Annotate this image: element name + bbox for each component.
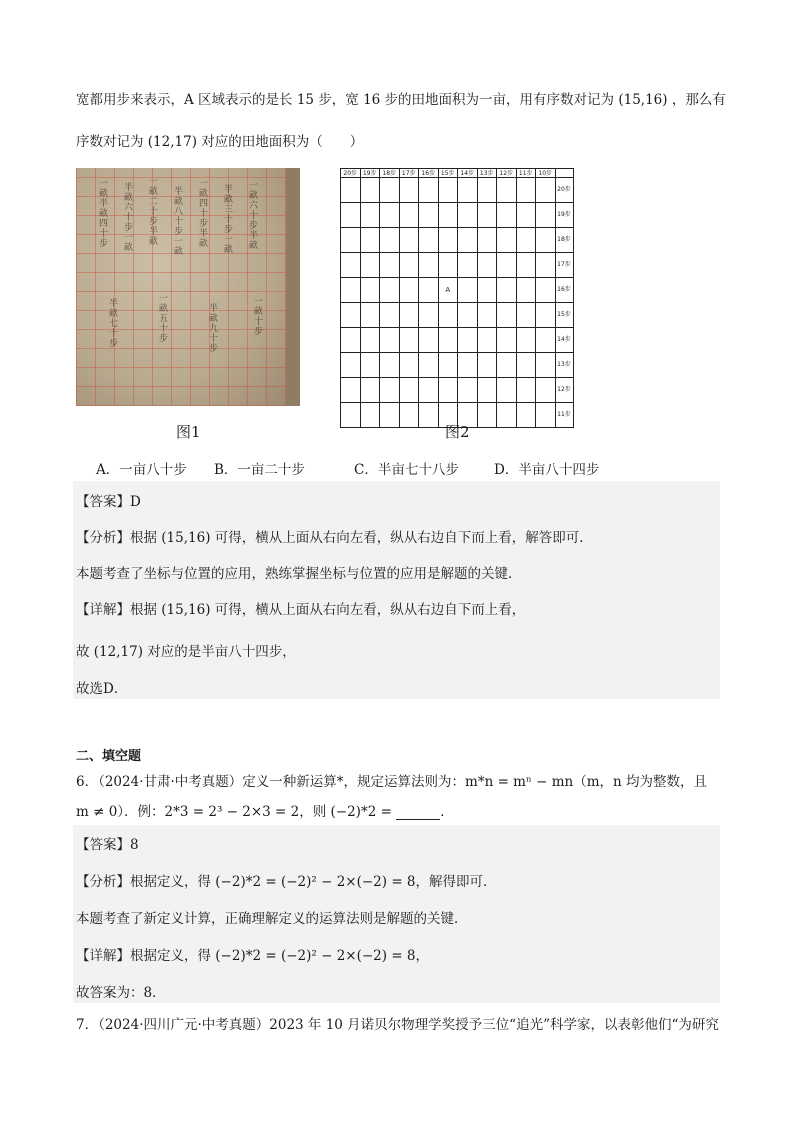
grid-col-header: 12步 — [497, 169, 517, 178]
q6-analysis: 【分析】根据定义，得 (−2)*2 = (−2)² − 2×(−2) = 8，解得即可． — [76, 874, 497, 890]
grid-cell — [438, 178, 458, 203]
grid-cell — [438, 253, 458, 278]
grid-col-header: 16步 — [419, 169, 439, 178]
grid-cell — [380, 403, 400, 428]
option-b: B．一亩二十步 — [214, 462, 305, 478]
grid-cell — [516, 203, 536, 228]
grid-cell — [477, 178, 497, 203]
grid-cell — [438, 228, 458, 253]
grid-cell — [497, 403, 517, 428]
grid-cell — [341, 353, 361, 378]
grid-cell — [341, 228, 361, 253]
grid-cell — [458, 303, 478, 328]
grid-cell — [458, 253, 478, 278]
grid-corner — [555, 169, 573, 178]
grid-cell — [536, 253, 556, 278]
grid-cell — [360, 278, 380, 303]
grid-row-header: 18步 — [555, 228, 573, 253]
grid-cell — [399, 228, 419, 253]
grid-cell — [516, 253, 536, 278]
grid-cell — [360, 203, 380, 228]
q5-analysis: 【分析】根据 (15,16) 可得，横从上面从右向左看，纵从右边自下而上看，解答即可． — [76, 530, 593, 546]
fig2-caption: 图2 — [445, 423, 470, 441]
grid-cell — [399, 328, 419, 353]
grid-cell — [477, 378, 497, 403]
grid-cell — [380, 228, 400, 253]
grid-cell — [458, 228, 478, 253]
fig1-caption: 图1 — [176, 423, 201, 441]
grid-row-header: 11步 — [555, 403, 573, 428]
grid-cell — [360, 353, 380, 378]
option-a: A．一亩八十步 — [96, 462, 187, 478]
grid-cell — [477, 303, 497, 328]
grid-cell — [380, 353, 400, 378]
option-d: D．半亩八十四步 — [494, 462, 600, 478]
grid-cell — [458, 378, 478, 403]
grid-cell — [360, 303, 380, 328]
grid-cell — [477, 278, 497, 303]
grid-cell — [536, 228, 556, 253]
grid-col-header: 19步 — [360, 169, 380, 178]
grid-cell — [497, 328, 517, 353]
grid-col-header: 17步 — [399, 169, 419, 178]
grid-cell — [497, 378, 517, 403]
grid-cell — [419, 278, 439, 303]
grid-cell — [380, 303, 400, 328]
grid-cell — [360, 328, 380, 353]
grid-cell — [341, 328, 361, 353]
grid-cell — [497, 228, 517, 253]
grid-cell — [516, 178, 536, 203]
grid-cell — [399, 378, 419, 403]
grid-cell — [497, 178, 517, 203]
grid-cell — [341, 178, 361, 203]
grid-col-header: 10步 — [536, 169, 556, 178]
grid-cell — [438, 203, 458, 228]
grid-cell — [497, 253, 517, 278]
grid-cell — [516, 228, 536, 253]
grid-cell — [458, 278, 478, 303]
option-c: C．半亩七十八步 — [354, 462, 459, 478]
q5-detail: 【详解】根据 (15,16) 可得，横从上面从右向左看，纵从右边自下而上看， — [76, 602, 526, 618]
grid-cell — [497, 303, 517, 328]
grid-cell — [341, 403, 361, 428]
grid-col-header: 13步 — [477, 169, 497, 178]
grid-col-header: 20步 — [341, 169, 361, 178]
grid-cell — [438, 303, 458, 328]
section-title: 二、填空题 — [76, 749, 142, 764]
grid-cell — [360, 178, 380, 203]
grid-cell — [516, 303, 536, 328]
grid-cell — [419, 203, 439, 228]
grid-cell — [536, 303, 556, 328]
grid-row-header: 13步 — [555, 353, 573, 378]
grid-cell — [360, 228, 380, 253]
grid-cell — [360, 403, 380, 428]
q6-detail: 【详解】根据定义，得 (−2)*2 = (−2)² − 2×(−2) = 8， — [76, 948, 430, 964]
grid-cell — [438, 328, 458, 353]
grid-cell — [419, 403, 439, 428]
grid-cell — [477, 353, 497, 378]
grid-cell — [399, 303, 419, 328]
grid-cell — [419, 253, 439, 278]
grid-row-header: 16步 — [555, 278, 573, 303]
grid-cell — [477, 203, 497, 228]
grid-cell — [516, 353, 536, 378]
grid-cell — [477, 328, 497, 353]
grid-cell — [399, 403, 419, 428]
grid-cell — [419, 378, 439, 403]
grid-cell — [536, 353, 556, 378]
q5-stem-line1: 宽都用步来表示，A 区域表示的是长 15 步，宽 16 步的田地面积为一亩，用有序数对记为 (15,16) ，那么有 — [76, 92, 726, 108]
q7-stem-line1: 7．（2024·四川广元·中考真题）2023 年 10 月诺贝尔物理学奖授予三位“追光”科学家，以表彰他们“为研究 — [76, 1017, 719, 1033]
grid-cell — [458, 203, 478, 228]
grid-cell — [380, 253, 400, 278]
grid-cell — [380, 203, 400, 228]
q5-answer: 【答案】D — [76, 494, 141, 510]
q6-answer-blank — [396, 807, 440, 820]
grid-cell — [341, 303, 361, 328]
grid-cell — [497, 278, 517, 303]
grid-cell — [399, 253, 419, 278]
grid-row-header: 17步 — [555, 253, 573, 278]
grid-cell — [536, 378, 556, 403]
grid-row-header: 12步 — [555, 378, 573, 403]
grid-cell — [516, 403, 536, 428]
grid-cell — [380, 328, 400, 353]
grid-cell — [516, 378, 536, 403]
grid-cell — [536, 278, 556, 303]
grid-cell — [380, 378, 400, 403]
grid-cell — [458, 328, 478, 353]
grid-cell — [360, 253, 380, 278]
grid-row-header: 14步 — [555, 328, 573, 353]
grid-cell — [341, 253, 361, 278]
grid-cell — [419, 178, 439, 203]
grid-cell — [536, 328, 556, 353]
grid-col-header: 15步 — [438, 169, 458, 178]
grid-col-header: 18步 — [380, 169, 400, 178]
grid-cell — [341, 378, 361, 403]
grid-cell — [399, 178, 419, 203]
q5-solution-box — [73, 481, 720, 699]
grid-cell — [380, 178, 400, 203]
grid-cell — [438, 378, 458, 403]
grid-cell — [477, 253, 497, 278]
q6-answer: 【答案】8 — [76, 837, 139, 853]
grid-cell — [536, 203, 556, 228]
grid-cell — [497, 203, 517, 228]
grid-row-header: 20步 — [555, 178, 573, 203]
q5-note: 本题考查了坐标与位置的应用，熟练掌握坐标与位置的应用是解题的关键． — [76, 566, 522, 582]
grid-cell — [419, 228, 439, 253]
grid-cell — [399, 203, 419, 228]
grid-col-header: 11步 — [516, 169, 536, 178]
ancient-document-photo: 一畝半畝四十步 半畝六十步一畝 一畝二十步半畝 半畝八十步一畝 一畝四十步半畝 半畝三十步一畝 一畝六十步半畝 半畝七十步 一畝五十步 半畝九十步 一畝十步 — [76, 168, 300, 406]
q6-conclusion: 故答案为：8． — [76, 985, 166, 1001]
grid-cell — [419, 328, 439, 353]
q6-stem-text: m ≠ 0）．例：2*3 = 2³ − 2×3 = 2，则 (−2)*2 = — [76, 804, 392, 820]
q6-note: 本题考查了新定义计算，正确理解定义的运算法则是解题的关键． — [76, 911, 468, 927]
q5-stem-line2: 序数对记为 (12,17) 对应的田地面积为（ ） — [76, 134, 364, 150]
grid-cell — [419, 303, 439, 328]
grid-cell — [360, 378, 380, 403]
grid-marker-a: A — [438, 278, 458, 303]
grid-cell — [516, 328, 536, 353]
grid-cell — [497, 353, 517, 378]
q5-conclusion: 故选D． — [76, 681, 128, 697]
q6-stem-end: ． — [440, 804, 454, 820]
grid-row-header: 19步 — [555, 203, 573, 228]
grid-cell — [516, 278, 536, 303]
grid-cell — [477, 228, 497, 253]
grid-cell — [536, 403, 556, 428]
grid-cell — [341, 203, 361, 228]
field-grid-table — [340, 168, 574, 428]
q6-stem-line2 — [76, 800, 454, 820]
grid-cell — [399, 353, 419, 378]
grid-cell — [399, 278, 419, 303]
grid-cell — [536, 178, 556, 203]
grid-cell — [438, 353, 458, 378]
grid-col-header: 14步 — [458, 169, 478, 178]
grid-cell — [380, 278, 400, 303]
grid-cell — [458, 178, 478, 203]
grid-cell — [341, 278, 361, 303]
q5-detail2: 故 (12,17) 对应的是半亩八十四步， — [76, 644, 296, 660]
grid-row-header: 15步 — [555, 303, 573, 328]
grid-cell — [477, 403, 497, 428]
grid-cell — [458, 353, 478, 378]
q6-stem-line1: 6．（2024·甘肃·中考真题）定义一种新运算*，规定运算法则为：m*n = mⁿ − mn（m，n 均为整数，且 — [76, 774, 707, 790]
grid-cell — [419, 353, 439, 378]
